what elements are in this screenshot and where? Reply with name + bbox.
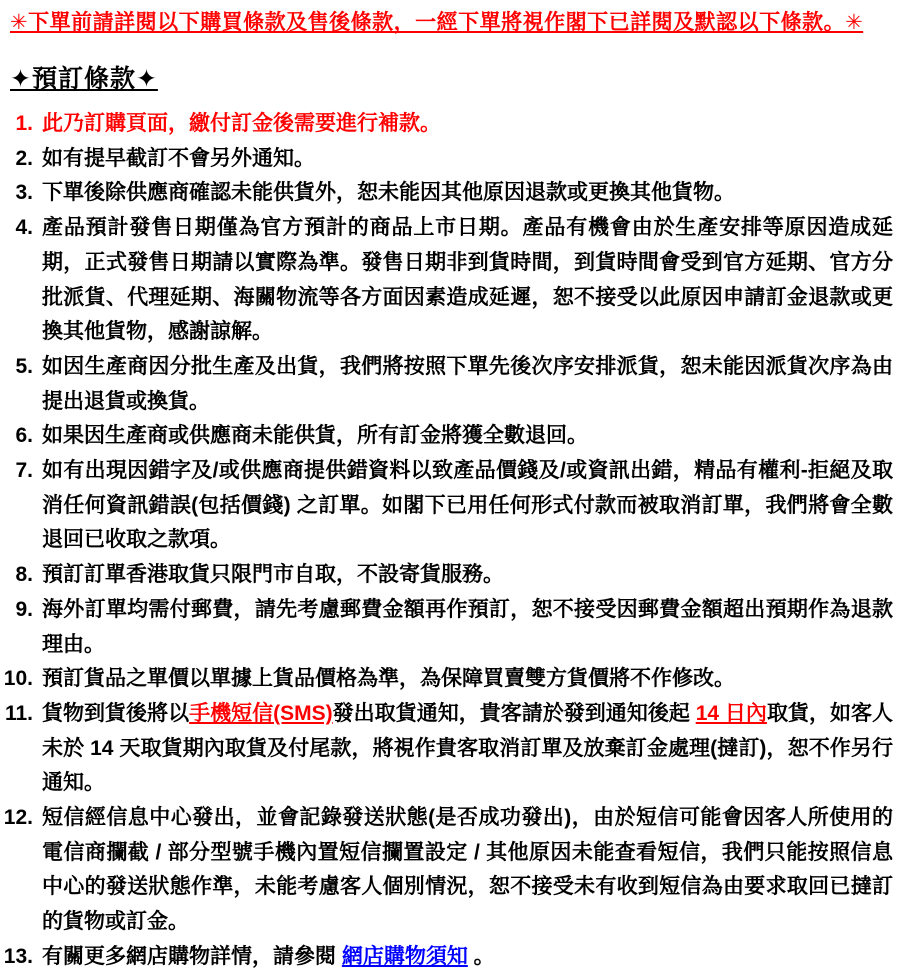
term-text: 如因生產商因分批生產及出貨，我們將按照下單先後次序安排派貨，恕未能因派貨次序為由提出退貨或換貨。 xyxy=(42,354,893,413)
term-text: 如有出現因錯字及/或供應商提供錯資料以致產品價錢及/或資訊出錯，精品有權利-拒絕及取消任何資訊錯誤(包括價錢) 之訂單。如閣下已用任何形式付款而被取消訂單，我們將會全數退回已收取之款項。 xyxy=(42,459,893,552)
term-number: 7. xyxy=(15,459,33,483)
term-item-9 xyxy=(0,593,913,662)
term-number: 3. xyxy=(15,181,33,205)
notice-banner: ✳下單前請詳閱以下購買條款及售後條款，一經下單將視作閣下已詳閱及默認以下條款。✳ xyxy=(10,11,864,34)
term-item-4 xyxy=(0,211,913,350)
term-number: 10. xyxy=(3,667,33,691)
term-item-8 xyxy=(0,558,913,593)
term-item-12 xyxy=(0,801,913,940)
term-text: 如有提早截訂不會另外通知。 xyxy=(42,146,315,170)
term-number: 5. xyxy=(15,354,33,378)
term-text-segment: 。 xyxy=(467,944,495,968)
term-text-segment: 有關更多網店購物詳情，請參閱 xyxy=(42,944,342,968)
term-number: 12. xyxy=(3,806,33,830)
term-item-2 xyxy=(0,142,913,177)
term-number: 11. xyxy=(4,701,33,725)
term-number: 8. xyxy=(15,563,33,587)
term-item-7 xyxy=(0,454,913,558)
term-number: 9. xyxy=(15,597,33,621)
term-item-1 xyxy=(0,107,913,142)
term-text-segment: 貨物到貨後將以 xyxy=(42,701,190,725)
section-title-row xyxy=(10,64,913,94)
shop-guide-link[interactable]: 網店購物須知 xyxy=(341,944,468,968)
term-text: 如果因生產商或供應商未能供貨，所有訂金將獲全數退回。 xyxy=(42,424,588,448)
term-number: 6. xyxy=(15,424,33,448)
term-text xyxy=(42,940,893,975)
term-text-segment: 取貨，如客人未於 14 天取貨期內取貨及付尾款，將視作貴客取消訂單及放棄訂金處理(撻訂)，恕不作另行通知。 xyxy=(42,701,893,795)
term-text xyxy=(42,697,893,801)
term-number: 2. xyxy=(15,146,33,170)
term-text: 預訂訂單香港取貨只限門市自取，不設寄貨服務。 xyxy=(42,563,504,587)
section-title: ✦預訂條款✦ xyxy=(10,65,158,93)
term-text: 海外訂單均需付郵費，請先考慮郵費金額再作預訂，恕不接受因郵費金額超出預期作為退款理由。 xyxy=(42,597,893,656)
term-text: 產品預計發售日期僅為官方預計的商品上市日期。產品有機會由於生產安排等原因造成延期，正式發售日期請以實際為準。發售日期非到貨時間，到貨時間會受到官方延期、官方分批派貨、代理延期、海關物流等各方面因素造成延遲，恕不接受以此原因申請訂金退款或更換其他貨物，感謝諒解。 xyxy=(42,216,893,344)
term-number: 1. xyxy=(15,112,33,135)
term-item-3 xyxy=(0,176,913,211)
term-item-10 xyxy=(0,662,913,697)
term-text: 預訂貨品之單價以單據上貨品價格為準，為保障買賣雙方貨價將不作修改。 xyxy=(42,667,735,691)
term-text-segment: 發出取貨通知，貴客請於發到通知後起 xyxy=(332,701,696,725)
term-item-11 xyxy=(0,697,913,801)
term-number: 4. xyxy=(15,216,33,240)
terms-list xyxy=(0,107,913,975)
term-text: 下單後除供應商確認未能供貨外，恕未能因其他原因退款或更換其他貨物。 xyxy=(42,181,735,205)
term-text: 此乃訂購頁面，繳付訂金後需要進行補款。 xyxy=(42,112,441,135)
pickup-deadline-highlight: 14 日內 xyxy=(695,701,767,725)
term-number: 13. xyxy=(3,944,33,968)
term-item-5 xyxy=(0,350,913,419)
sms-highlight: 手機短信(SMS) xyxy=(189,701,333,725)
term-item-13 xyxy=(0,940,913,975)
term-text: 短信經信息中心發出，並會記錄發送狀態(是否成功發出)，由於短信可能會因客人所使用的電信商攔截 / 部分型號手機內置短信攔置設定 / 其他原因未能查看短信，我們只能按照信息中心的發送狀態作準，未能考慮客人個別情況，恕不接受未有收到短信為由要求取回已撻訂的貨物或訂金。 xyxy=(42,806,893,934)
term-item-6 xyxy=(0,419,913,454)
